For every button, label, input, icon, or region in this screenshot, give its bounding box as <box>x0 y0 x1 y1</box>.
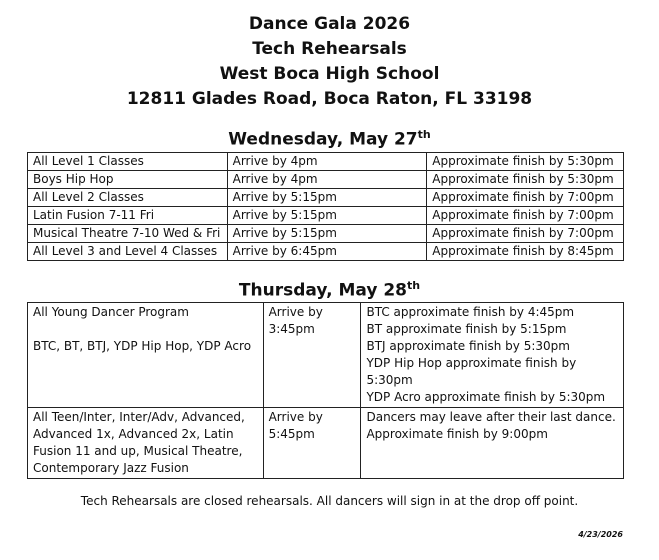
document-date: 4/23/2026 <box>578 530 623 539</box>
arrive-cell: Arrive by 4pm <box>227 171 427 189</box>
group-cell: All Level 2 Classes <box>28 189 228 207</box>
finish-cell: Approximate finish by 7:00pm <box>427 225 624 243</box>
group-cell: All Young Dancer Program BTC, BT, BTJ, YDP Hip Hop, YDP Acro <box>28 303 264 408</box>
finish-cell: Approximate finish by 5:30pm <box>427 153 624 171</box>
table-row <box>28 225 624 243</box>
wednesday-heading: Wednesday, May 27th <box>228 128 431 150</box>
finish-cell: Approximate finish by 7:00pm <box>427 189 624 207</box>
group-cell: All Level 1 Classes <box>28 153 228 171</box>
table-row <box>28 207 624 225</box>
thursday-heading: Thursday, May 28th <box>238 279 421 301</box>
arrive-cell: Arrive by 4pm <box>227 153 427 171</box>
table-row <box>28 408 624 479</box>
thursday-schedule-table <box>27 302 624 479</box>
footer-note: Tech Rehearsals are closed rehearsals. All dancers will sign in at the drop off point. <box>80 494 579 508</box>
event-subtitle: Tech Rehearsals <box>252 39 407 59</box>
table-row <box>28 243 624 261</box>
event-title: Dance Gala 2026 <box>248 14 411 34</box>
table-row <box>28 153 624 171</box>
group-cell: Latin Fusion 7-11 Fri <box>28 207 228 225</box>
finish-cell: Approximate finish by 8:45pm <box>427 243 624 261</box>
arrive-cell: Arrive by 3:45pm <box>263 303 361 408</box>
table-row <box>28 171 624 189</box>
finish-cell: Approximate finish by 7:00pm <box>427 207 624 225</box>
table-row <box>28 189 624 207</box>
finish-cell: Dancers may leave after their last dance. Approximate finish by 9:00pm <box>361 408 624 479</box>
finish-cell: Approximate finish by 5:30pm <box>427 171 624 189</box>
arrive-cell: Arrive by 5:15pm <box>227 207 427 225</box>
group-cell: All Level 3 and Level 4 Classes <box>28 243 228 261</box>
arrive-cell: Arrive by 5:45pm <box>263 408 361 479</box>
arrive-cell: Arrive by 5:15pm <box>227 189 427 207</box>
venue-name: West Boca High School <box>219 64 440 84</box>
table-row <box>28 303 624 408</box>
finish-cell: BTC approximate finish by 4:45pm BT approximate finish by 5:15pm BTJ approximate finish by 5:30pm YDP Hip Hop approximate finish by 5:30pm YDP Acro approximate finish by 5:30pm <box>361 303 624 408</box>
arrive-cell: Arrive by 5:15pm <box>227 225 427 243</box>
group-cell: All Teen/Inter, Inter/Adv, Advanced, Advanced 1x, Advanced 2x, Latin Fusion 11 and up, Musical Theatre, Contemporary Jazz Fusion <box>28 408 264 479</box>
document-header <box>0 12 659 112</box>
group-cell: Boys Hip Hop <box>28 171 228 189</box>
wednesday-schedule-table <box>27 152 624 261</box>
venue-address: 12811 Glades Road, Boca Raton, FL 33198 <box>126 89 533 109</box>
arrive-cell: Arrive by 6:45pm <box>227 243 427 261</box>
group-cell: Musical Theatre 7-10 Wed & Fri <box>28 225 228 243</box>
